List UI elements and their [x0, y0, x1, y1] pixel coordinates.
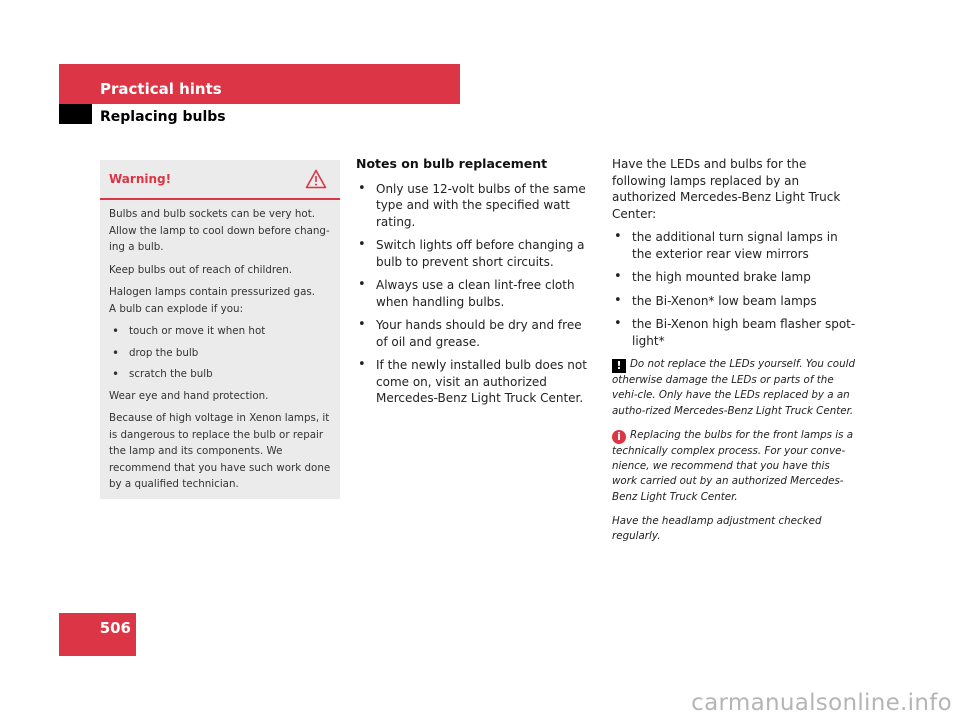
warning-body [100, 200, 340, 493]
warning-list-item: • drop the bulb [109, 345, 331, 362]
exclamation-icon: ! [612, 359, 626, 373]
warning-paragraph: Bulbs and bulb sockets can be very hot. Allow the lamp to cool down before chang-ing a bulb. [109, 208, 330, 253]
warning-line: Halogen lamps contain pressurized gas. [109, 286, 316, 298]
page-subtitle: Replacing bulbs [100, 109, 226, 125]
service-list [612, 229, 856, 349]
warning-paragraph: Keep bulbs out of reach of children. [109, 263, 293, 276]
warning-list-item: • scratch the bulb [109, 366, 331, 383]
warning-paragraph: Because of high voltage in Xenon lamps, it is dangerous to replace the bulb or repair the lamp and its components. We recommend that you have such work done by a qualified technician. [109, 412, 331, 490]
page-number-box [59, 613, 136, 656]
warning-header [100, 160, 340, 200]
caution-note-text: Do not replace the LEDs yourself. You could otherwise damage the LEDs or parts of the vehi-cle. Only have the LEDs replaced by a an autho-rized Mercedes-Benz Light Truck Center. [612, 358, 856, 417]
caution-note [612, 357, 856, 419]
notes-list-item: • If the newly installed bulb does not come on, visit an authorized Mercedes-Benz Light Truck Center. [356, 357, 596, 407]
notes-list-item: • Only use 12-volt bulbs of the same type and with the specified watt rating. [356, 181, 596, 231]
warning-list-item: • touch or move it when hot [109, 323, 331, 340]
service-list-item: • the additional turn signal lamps in the exterior rear view mirrors [612, 229, 856, 262]
service-list-item: • the Bi-Xenon* low beam lamps [612, 293, 856, 310]
info-note-tail: Have the headlamp adjustment checked regularly. [612, 515, 822, 543]
warning-box [100, 160, 340, 499]
warning-triangle-icon [305, 169, 327, 189]
notes-list [356, 181, 596, 407]
section-title: Practical hints [100, 80, 222, 98]
service-list-item: • the high mounted brake lamp [612, 269, 856, 286]
service-column [612, 156, 856, 545]
notes-column [356, 156, 596, 414]
notes-list-item: • Switch lights off before changing a bulb to prevent short circuits. [356, 237, 596, 270]
warning-paragraph: Wear eye and hand protection. [109, 389, 269, 402]
info-note [612, 428, 856, 505]
watermark: carmanualsonline.info [691, 690, 952, 716]
service-intro: Have the LEDs and bulbs for the following lamps replaced by an authorized Mercedes-Benz Light Truck Center: [612, 157, 841, 221]
header-marker [59, 104, 92, 124]
notes-heading: Notes on bulb replacement [356, 156, 548, 171]
notes-list-item: • Always use a clean lint-free cloth when handling bulbs. [356, 277, 596, 310]
warning-paragraph [109, 284, 331, 317]
info-icon: i [612, 430, 626, 444]
warning-label: Warning! [109, 172, 172, 186]
page-number: 506 [99, 619, 131, 637]
info-note-text: Replacing the bulbs for the front lamps is a technically complex process. For your conve-nience, we recommend that you have this work carried out by an authorized Mercedes-Benz Light Truck Center. [612, 428, 854, 503]
warning-list [109, 323, 331, 383]
notes-list-item: • Your hands should be dry and free of oil and grease. [356, 317, 596, 350]
warning-line: A bulb can explode if you: [109, 302, 244, 315]
service-list-item: • the Bi-Xenon high beam flasher spot-light* [612, 316, 856, 349]
